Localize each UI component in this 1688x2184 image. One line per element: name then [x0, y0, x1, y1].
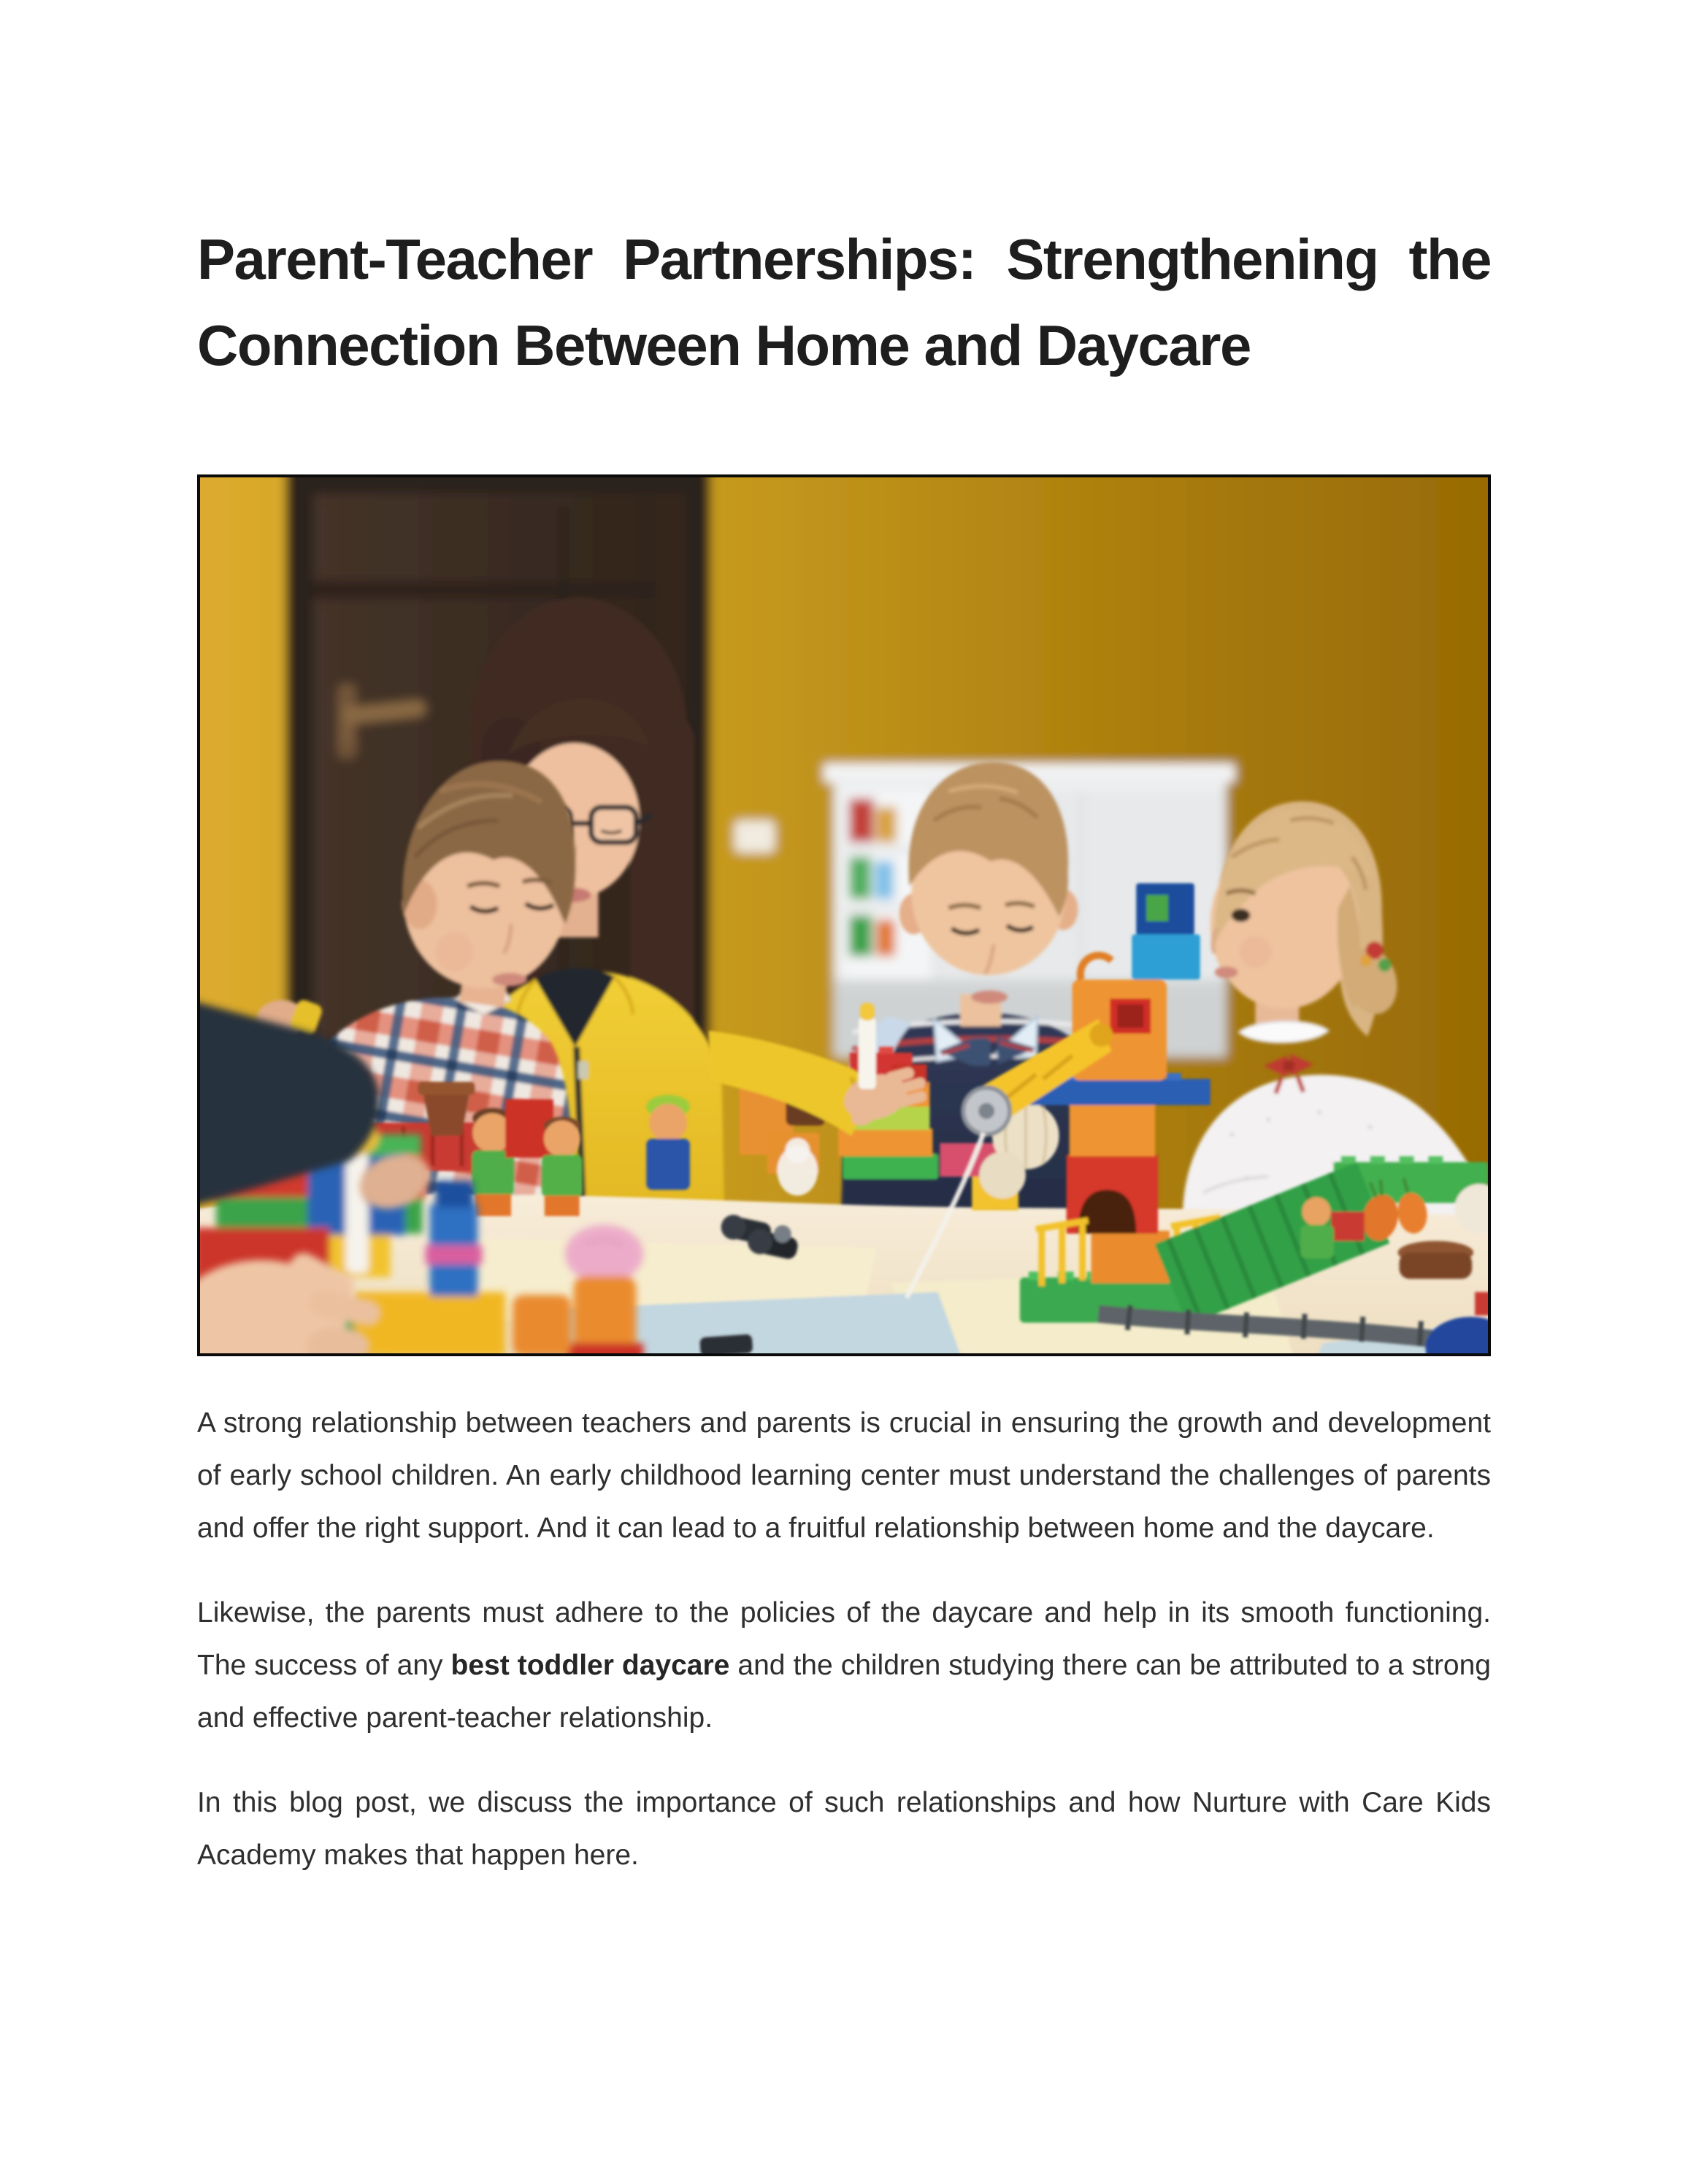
article-image — [197, 474, 1491, 1356]
paragraph-2-text-after: and the children studying there can be attributed to a strong and effective parent-teacher relationship. — [197, 1650, 1491, 1734]
blog-article — [197, 216, 1491, 1882]
light-switch — [734, 820, 775, 853]
duplo-figure — [646, 1095, 690, 1190]
toy-candle — [859, 1018, 876, 1089]
page-title — [197, 216, 1491, 388]
paragraph-1: A strong relationship between teachers and parents is crucial in ensuring the growth and development of early school children. An early childhood learning center must understand the challenges of parents and offer the right support. And it can lead to a fruitful relationship between home and the daycare. — [197, 1407, 1491, 1544]
page-title-line-2: Connection Between Home and Daycare — [197, 313, 1251, 377]
daycare-photo-illustration — [200, 477, 1488, 1353]
paragraph-2 — [197, 1587, 1491, 1745]
page-title-line-1: Parent-Teacher Partnerships: Strengthening the — [197, 227, 1491, 291]
bold-keyword: best toddler daycare — [450, 1650, 730, 1681]
paragraph-2-text: Likewise, the parents must adhere to the policies of the daycare and help in its smooth functioning. The success of any — [197, 1597, 1491, 1681]
paragraph-3: In this blog post, we discuss the importance of such relationships and how Nurture with Care Kids Academy makes that happen here. — [197, 1787, 1491, 1871]
duplo-figure — [542, 1117, 583, 1216]
